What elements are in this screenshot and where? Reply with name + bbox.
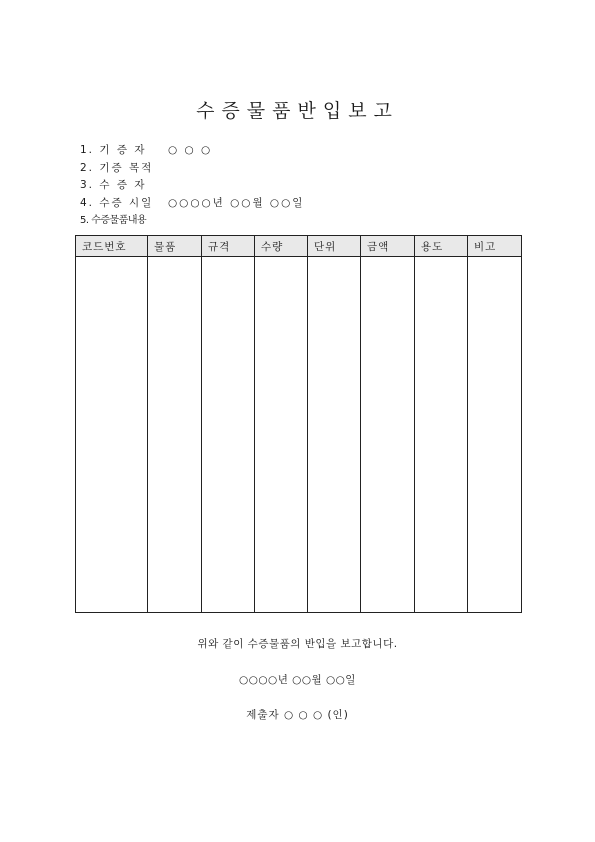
info-donor-label: 1. 기 증 자 (80, 144, 147, 156)
info-contents (80, 212, 304, 230)
report-date: ○○○○년 ○○월 ○○일 (239, 674, 356, 686)
info-contents-label: 5. 수증물품내용 (80, 215, 147, 226)
info-recipient (80, 177, 304, 195)
info-date-label: 4. 수증 시일 (80, 196, 154, 209)
document-title: 수증물품반입보고 (196, 100, 399, 122)
submitter-line: 제출자 ○ ○ ○ (인) (246, 709, 349, 721)
table-cell[interactable] (308, 257, 361, 613)
header-purpose: 용도 (415, 236, 468, 257)
table-cell[interactable] (468, 257, 522, 613)
table-cell[interactable] (202, 257, 255, 613)
info-date-value: ○○○○년 ○○월 ○○일 (168, 196, 305, 209)
info-donor (80, 142, 304, 160)
header-amount: 금액 (361, 236, 415, 257)
info-purpose (80, 160, 304, 178)
items-table (75, 235, 522, 613)
report-statement: 위와 같이 수증물품의 반입을 보고합니다. (197, 638, 398, 650)
table-cell[interactable] (361, 257, 415, 613)
table-row (76, 257, 522, 613)
table-cell[interactable] (415, 257, 468, 613)
header-code: 코드번호 (76, 236, 148, 257)
header-spec: 규격 (202, 236, 255, 257)
header-quantity: 수량 (255, 236, 308, 257)
info-list (80, 142, 304, 230)
table-header-row (76, 236, 522, 257)
info-purpose-label: 2. 기증 목적 (80, 161, 154, 174)
header-item: 물품 (148, 236, 202, 257)
table-cell[interactable] (76, 257, 148, 613)
info-recipient-label: 3. 수 증 자 (80, 179, 147, 191)
table-cell[interactable] (148, 257, 202, 613)
header-remarks: 비고 (468, 236, 522, 257)
table-cell[interactable] (255, 257, 308, 613)
info-date (80, 195, 304, 213)
info-donor-value: ○ ○ ○ (168, 144, 213, 156)
header-unit: 단위 (308, 236, 361, 257)
